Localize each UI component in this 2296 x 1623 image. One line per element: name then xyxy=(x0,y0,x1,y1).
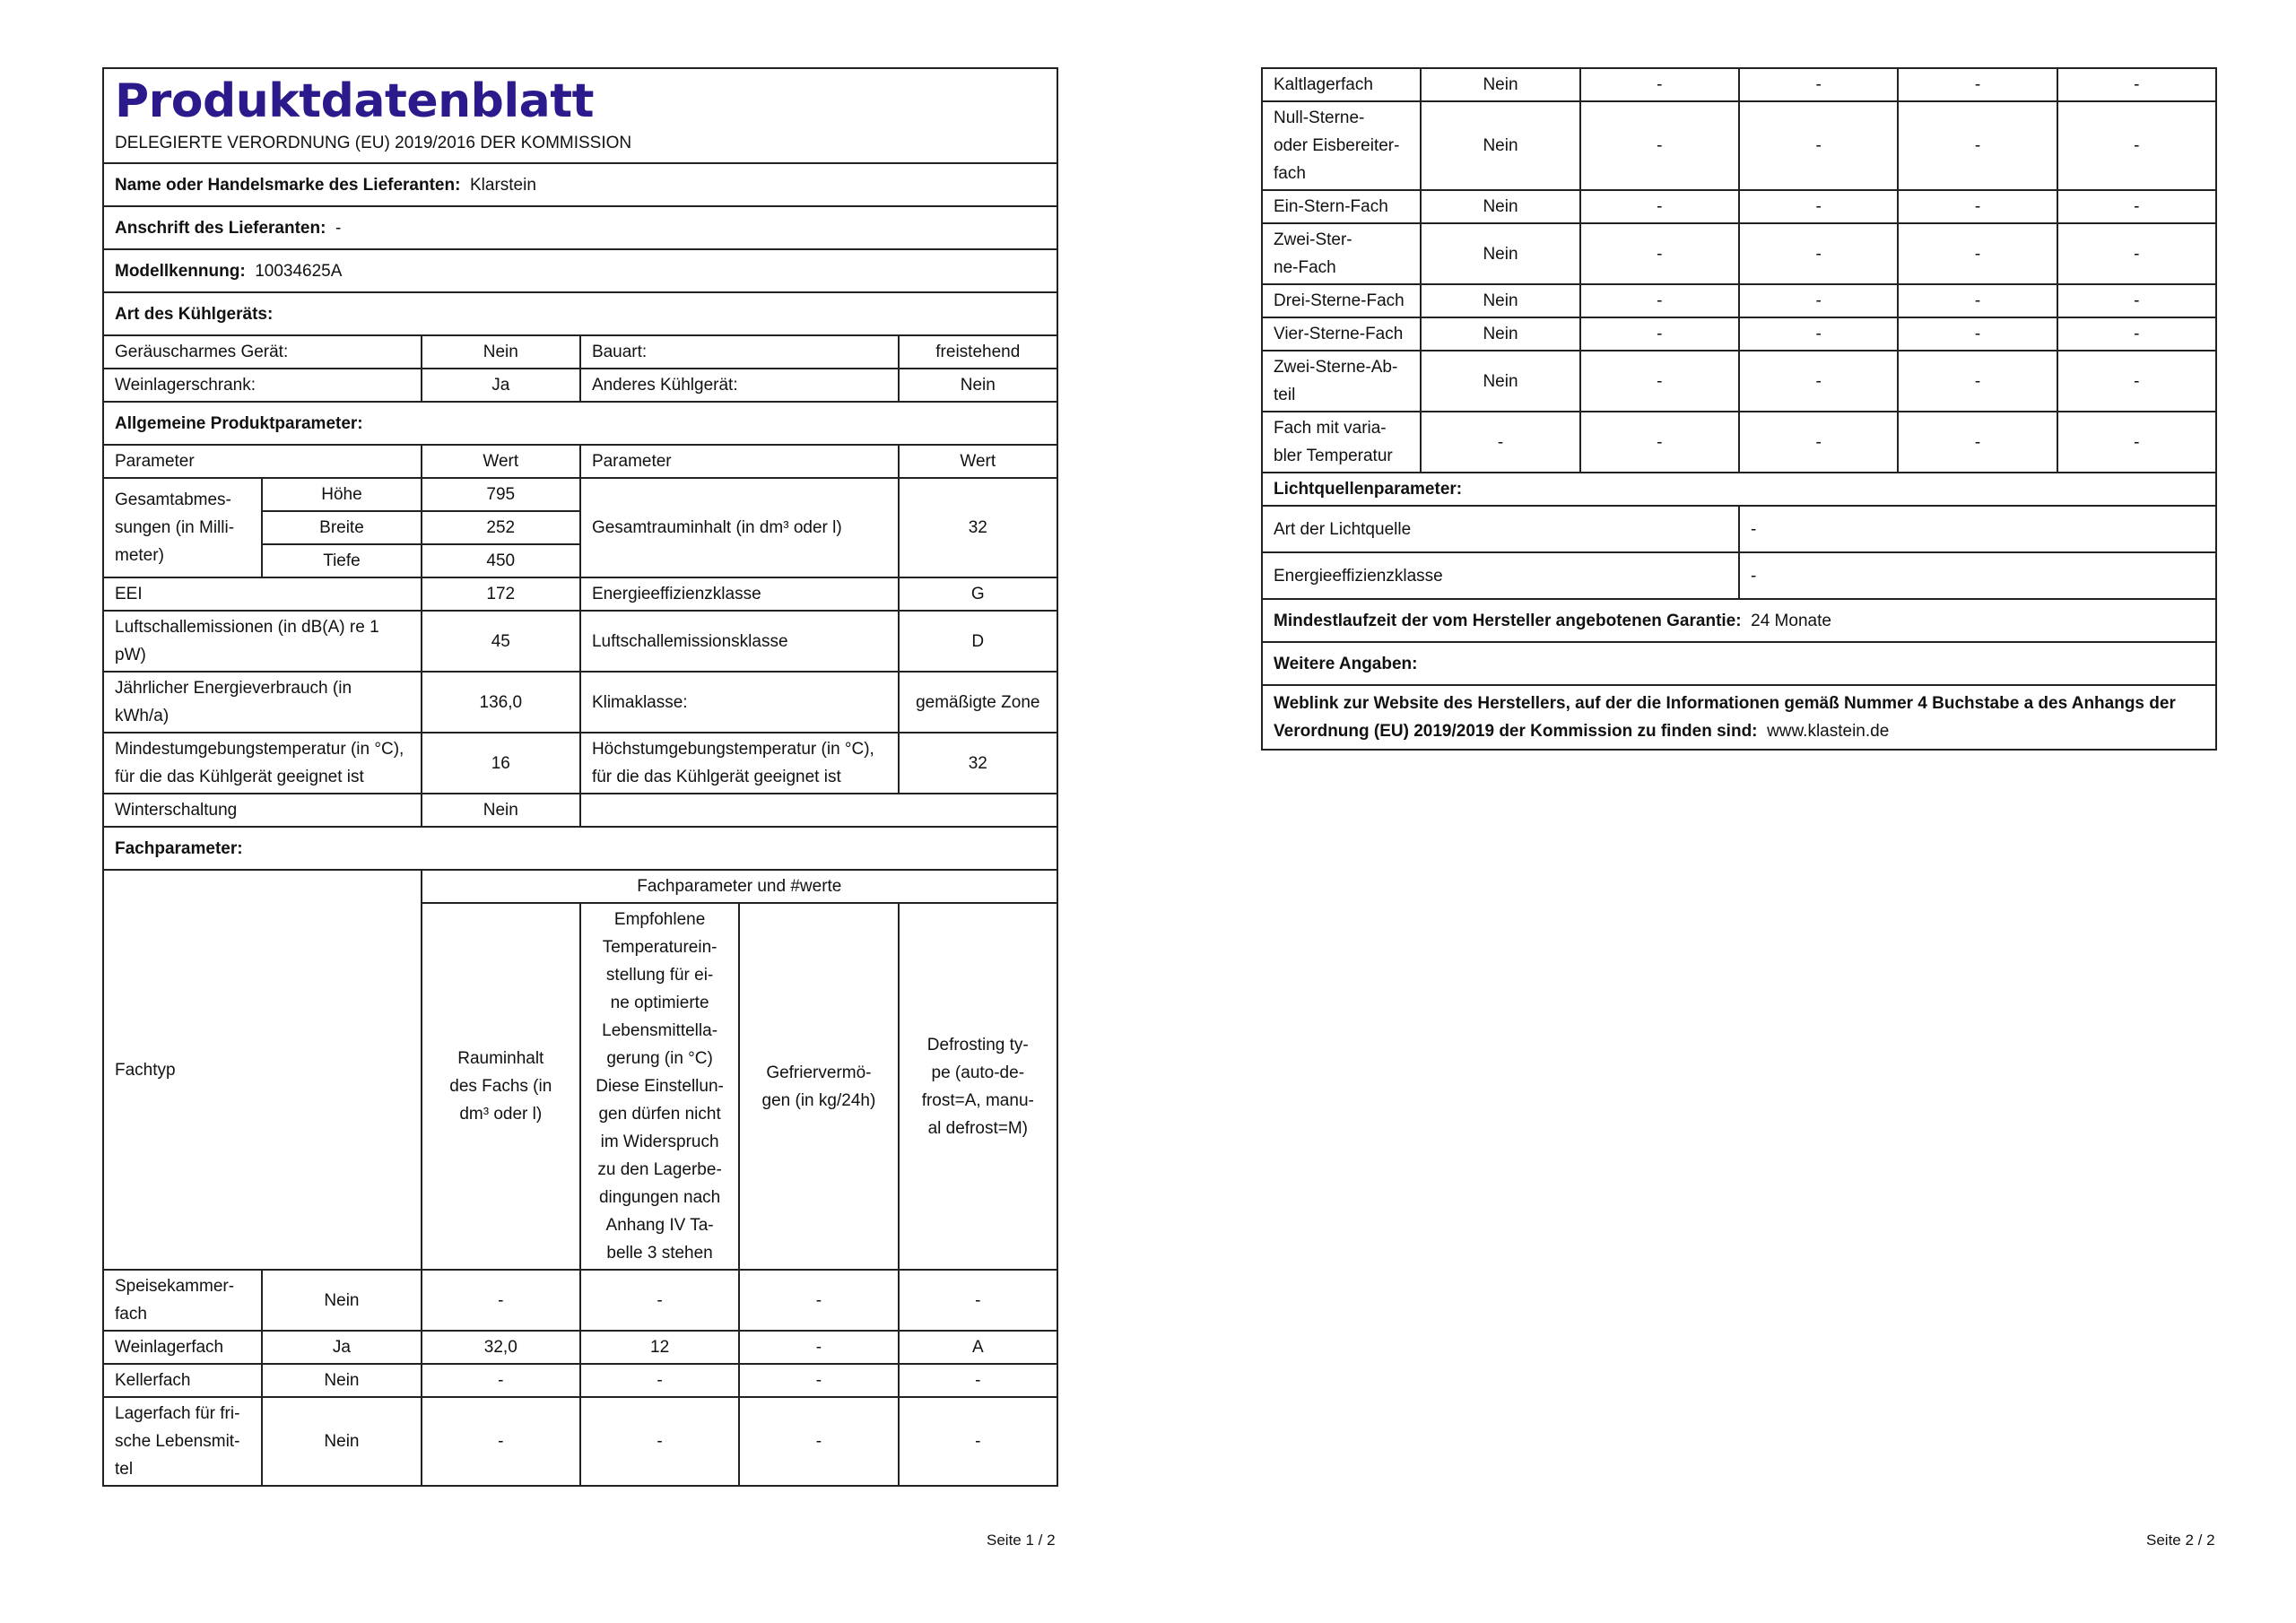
compartment-present: - xyxy=(1421,412,1579,473)
compartment-present: Nein xyxy=(1421,317,1579,351)
compartment-present: Nein xyxy=(1421,284,1579,317)
text-line: Speisekammer- xyxy=(115,1277,235,1296)
param-value: 45 xyxy=(422,611,580,672)
compartment-name xyxy=(103,1331,262,1364)
compartment-name xyxy=(1262,412,1421,473)
compartment-value: - xyxy=(1739,351,1898,412)
text-line: frost=A, manu- xyxy=(921,1090,1034,1110)
further-info-label: Weitere Angaben: xyxy=(1262,642,2216,685)
text-line: Defrosting ty- xyxy=(926,1035,1029,1055)
compartment-value: - xyxy=(1739,412,1898,473)
compartment-params-heading: Fachparameter: xyxy=(103,827,1057,870)
compartment-name xyxy=(1262,101,1421,190)
compartment-value: - xyxy=(1898,101,2057,190)
compartment-value: - xyxy=(739,1364,898,1397)
text-line: dingungen nach xyxy=(598,1188,721,1207)
text-line: pe (auto-de- xyxy=(931,1063,1025,1082)
param-label: Klimaklasse: xyxy=(580,672,899,733)
compartment-value: - xyxy=(1580,190,1739,223)
text-line: fach xyxy=(115,1305,147,1324)
compartment-value: - xyxy=(1898,68,2057,101)
total-volume-value: 32 xyxy=(899,478,1057,577)
text-line: Drei-Sterne-Fach xyxy=(1274,291,1405,310)
text-line: zu den Lagerbe- xyxy=(597,1160,722,1179)
dimension-value: 252 xyxy=(422,511,580,544)
text-line: Kellerfach xyxy=(115,1371,191,1390)
compartment-value: - xyxy=(2057,101,2216,190)
compartment-value: - xyxy=(1580,68,1739,101)
regulation-subtitle: DELEGIERTE VERORDNUNG (EU) 2019/2016 DER KOMMISSION xyxy=(115,134,632,152)
compartment-value: - xyxy=(1898,284,2057,317)
compartment-name xyxy=(1262,68,1421,101)
text-line: fach xyxy=(1274,164,1306,183)
address-row xyxy=(103,206,1057,249)
compartment-value: - xyxy=(1580,101,1739,190)
supplier-label: Name oder Handelsmarke des Lieferanten: xyxy=(115,175,461,195)
compartment-value: - xyxy=(422,1270,580,1331)
param-label: Luftschallemissionsklasse xyxy=(580,611,899,672)
text-line: Zwei-Ster- xyxy=(1274,230,1352,249)
compartment-value: - xyxy=(739,1397,898,1486)
compartment-present: Nein xyxy=(1421,351,1579,412)
compartment-present: Nein xyxy=(262,1270,421,1331)
compartment-value: - xyxy=(1898,317,2057,351)
compartment-present: Nein xyxy=(262,1364,421,1397)
compartment-present: Nein xyxy=(1421,190,1579,223)
supplier-row xyxy=(103,163,1057,206)
page-title: Produktdatenblatt xyxy=(115,74,594,128)
column-header-parameter: Parameter xyxy=(580,445,899,478)
compartment-value: - xyxy=(2057,284,2216,317)
text-line: teil xyxy=(1274,386,1296,404)
param-value: G xyxy=(899,577,1057,611)
compartment-value: - xyxy=(2057,412,2216,473)
compartment-value: - xyxy=(1739,284,1898,317)
compartment-value: - xyxy=(1739,317,1898,351)
text-line: dm³ oder l) xyxy=(459,1105,543,1124)
light-value: - xyxy=(1739,506,2216,552)
appliance-type-heading: Art des Kühlgeräts: xyxy=(103,292,1057,335)
text-line: Weinlagerfach xyxy=(115,1338,224,1357)
text-line: stellung für ei- xyxy=(605,966,714,985)
page-number: Seite 1 / 2 xyxy=(987,1532,1056,1549)
warranty-row xyxy=(1262,599,2216,642)
text-line: gerung (in °C) xyxy=(606,1049,713,1068)
datasheet-table-page-1 xyxy=(102,67,1058,1487)
compartment-value: - xyxy=(2057,190,2216,223)
text-line: bler Temperatur xyxy=(1274,447,1393,465)
light-label: Energieeffizienzklasse xyxy=(1262,552,1739,599)
compartment-present: Nein xyxy=(1421,68,1579,101)
compartment-name xyxy=(1262,317,1421,351)
param-value: 172 xyxy=(422,577,580,611)
compartment-col-header xyxy=(580,903,739,1270)
winter-label: Winterschaltung xyxy=(103,794,422,827)
text-line: gen (in kg/24h) xyxy=(761,1090,876,1110)
compartment-value: A xyxy=(899,1331,1057,1364)
text-line: Lebensmittella- xyxy=(602,1021,718,1040)
compartment-value: - xyxy=(580,1364,739,1397)
text-line: tel xyxy=(115,1460,134,1479)
param-label: EEI xyxy=(103,577,422,611)
text-line: Null-Sterne- xyxy=(1274,108,1365,127)
text-line: Gefriervermö- xyxy=(766,1063,872,1082)
compartment-value: - xyxy=(1580,412,1739,473)
compartment-present: Nein xyxy=(1421,223,1579,284)
compartment-value: - xyxy=(1580,223,1739,284)
compartment-type-label: Fachtyp xyxy=(103,870,422,1270)
compartment-group-header: Fachparameter und #werte xyxy=(422,870,1057,903)
compartment-value: - xyxy=(1739,223,1898,284)
dimension-name: Höhe xyxy=(262,478,421,511)
text-line: gen dürfen nicht xyxy=(598,1105,721,1124)
param-label: Mindestumgebungstemperatur (in °C), für die das Kühlgerät geeignet ist xyxy=(103,733,422,794)
text-line: Diese Einstellun- xyxy=(596,1077,724,1096)
text-line: Rauminhalt xyxy=(457,1049,544,1068)
text-line: sungen (in Milli- xyxy=(115,518,235,537)
compartment-value: - xyxy=(899,1397,1057,1486)
type-label: Anderes Kühlgerät: xyxy=(580,369,899,402)
compartment-name xyxy=(1262,284,1421,317)
compartment-value: 32,0 xyxy=(422,1331,580,1364)
text-line: Lagerfach für fri- xyxy=(115,1404,240,1423)
compartment-value: - xyxy=(1898,351,2057,412)
param-value: D xyxy=(899,611,1057,672)
text-line: Vier-Sterne-Fach xyxy=(1274,325,1404,343)
light-value: - xyxy=(1739,552,2216,599)
datasheet-table-page-2 xyxy=(1261,67,2217,751)
compartment-value: - xyxy=(1580,284,1739,317)
compartment-value: - xyxy=(2057,351,2216,412)
compartment-name xyxy=(103,1364,262,1397)
total-volume-label: Gesamtrauminhalt (in dm³ oder l) xyxy=(580,478,899,577)
param-label: Höchstumgebungstemperatur (in °C), für die das Kühlgerät geeignet ist xyxy=(580,733,899,794)
page-number: Seite 2 / 2 xyxy=(2146,1532,2215,1549)
weblink-row xyxy=(1262,685,2216,750)
compartment-name xyxy=(103,1270,262,1331)
param-value: 136,0 xyxy=(422,672,580,733)
warranty-value: 24 Monate xyxy=(1751,611,1831,630)
dimension-value: 450 xyxy=(422,544,580,577)
param-label: Energieeffizienzklasse xyxy=(580,577,899,611)
compartment-value: - xyxy=(1739,68,1898,101)
text-line: Anhang IV Ta- xyxy=(605,1216,714,1235)
compartment-value: - xyxy=(2057,68,2216,101)
compartment-value: - xyxy=(899,1364,1057,1397)
compartment-present: Nein xyxy=(262,1397,421,1486)
compartment-value: - xyxy=(1739,190,1898,223)
compartment-value: - xyxy=(2057,223,2216,284)
column-header-wert: Wert xyxy=(899,445,1057,478)
title-cell xyxy=(103,68,1057,163)
compartment-present: Ja xyxy=(262,1331,421,1364)
compartment-value: - xyxy=(1739,101,1898,190)
dimension-value: 795 xyxy=(422,478,580,511)
light-source-heading: Lichtquellenparameter: xyxy=(1262,473,2216,506)
compartment-value: - xyxy=(739,1270,898,1331)
compartment-value: - xyxy=(422,1397,580,1486)
compartment-value: - xyxy=(422,1364,580,1397)
winter-value: Nein xyxy=(422,794,580,827)
param-value: 16 xyxy=(422,733,580,794)
compartment-value: - xyxy=(1898,412,2057,473)
text-line: meter) xyxy=(115,546,164,565)
param-value: 32 xyxy=(899,733,1057,794)
compartment-value: - xyxy=(1898,190,2057,223)
text-line: Kaltlagerfach xyxy=(1274,75,1373,94)
compartment-value: 12 xyxy=(580,1331,739,1364)
text-line: oder Eisbereiter- xyxy=(1274,136,1400,155)
compartment-col-header xyxy=(739,903,898,1270)
model-row xyxy=(103,249,1057,292)
type-label: Weinlagerschrank: xyxy=(103,369,422,402)
general-params-heading: Allgemeine Produktparameter: xyxy=(103,402,1057,445)
text-line: im Widerspruch xyxy=(600,1133,719,1151)
type-label: Geräuscharmes Gerät: xyxy=(103,335,422,369)
text-line: belle 3 stehen xyxy=(606,1244,713,1263)
text-line: Ein-Stern-Fach xyxy=(1274,197,1388,216)
weblink-value[interactable]: www.klastein.de xyxy=(1767,722,1890,741)
compartment-name xyxy=(1262,351,1421,412)
compartment-present: Nein xyxy=(1421,101,1579,190)
text-line: Empfohlene xyxy=(613,910,706,929)
address-value: - xyxy=(335,218,342,238)
compartment-name xyxy=(1262,190,1421,223)
column-header-wert: Wert xyxy=(422,445,580,478)
compartment-value: - xyxy=(899,1270,1057,1331)
type-label: Bauart: xyxy=(580,335,899,369)
type-value: Nein xyxy=(899,369,1057,402)
type-value: Nein xyxy=(422,335,580,369)
light-label: Art der Lichtquelle xyxy=(1262,506,1739,552)
dimension-name: Breite xyxy=(262,511,421,544)
text-line: Gesamtabmes- xyxy=(115,490,231,509)
weblink-label: Weblink zur Website des Herstellers, auf der die Informationen gemäß Nummer 4 Buchstabe a des Anhangs der Verordnung (EU) 2019/2019 der Kommission zu finden sind: xyxy=(1274,694,2176,741)
text-line: Zwei-Sterne-Ab- xyxy=(1274,358,1398,377)
model-label: Modellkennung: xyxy=(115,261,246,281)
compartment-value: - xyxy=(1580,351,1739,412)
param-label: Luftschallemissionen (in dB(A) re 1 pW) xyxy=(103,611,422,672)
text-line: Fach mit varia- xyxy=(1274,419,1387,438)
column-header-parameter: Parameter xyxy=(103,445,422,478)
compartment-value: - xyxy=(2057,317,2216,351)
warranty-label: Mindestlaufzeit der vom Hersteller angebotenen Garantie: xyxy=(1274,611,1742,630)
text-line: ne-Fach xyxy=(1274,258,1336,277)
datasheet-page-1 xyxy=(102,67,1058,1487)
datasheet-page-2 xyxy=(1261,67,2217,751)
compartment-name xyxy=(1262,223,1421,284)
dimension-name: Tiefe xyxy=(262,544,421,577)
param-value: gemäßigte Zone xyxy=(899,672,1057,733)
text-line: Temperaturein- xyxy=(602,938,718,957)
compartment-name xyxy=(103,1397,262,1486)
model-value: 10034625A xyxy=(255,261,343,281)
text-line: ne optimierte xyxy=(610,994,709,1012)
compartment-col-header xyxy=(422,903,580,1270)
empty-cell xyxy=(580,794,1057,827)
text-line: sche Lebensmit- xyxy=(115,1432,240,1451)
compartment-value: - xyxy=(739,1331,898,1364)
compartment-value: - xyxy=(580,1397,739,1486)
param-label: Jährlicher Energieverbrauch (in kWh/a) xyxy=(103,672,422,733)
compartment-col-header xyxy=(899,903,1057,1270)
text-line: al defrost=M) xyxy=(927,1118,1028,1138)
compartment-value: - xyxy=(580,1270,739,1331)
type-value: freistehend xyxy=(899,335,1057,369)
supplier-value: Klarstein xyxy=(469,175,536,195)
compartment-value: - xyxy=(1580,317,1739,351)
address-label: Anschrift des Lieferanten: xyxy=(115,218,326,238)
type-value: Ja xyxy=(422,369,580,402)
compartment-value: - xyxy=(1898,223,2057,284)
dimensions-label xyxy=(103,478,262,577)
text-line: des Fachs (in xyxy=(449,1077,552,1096)
